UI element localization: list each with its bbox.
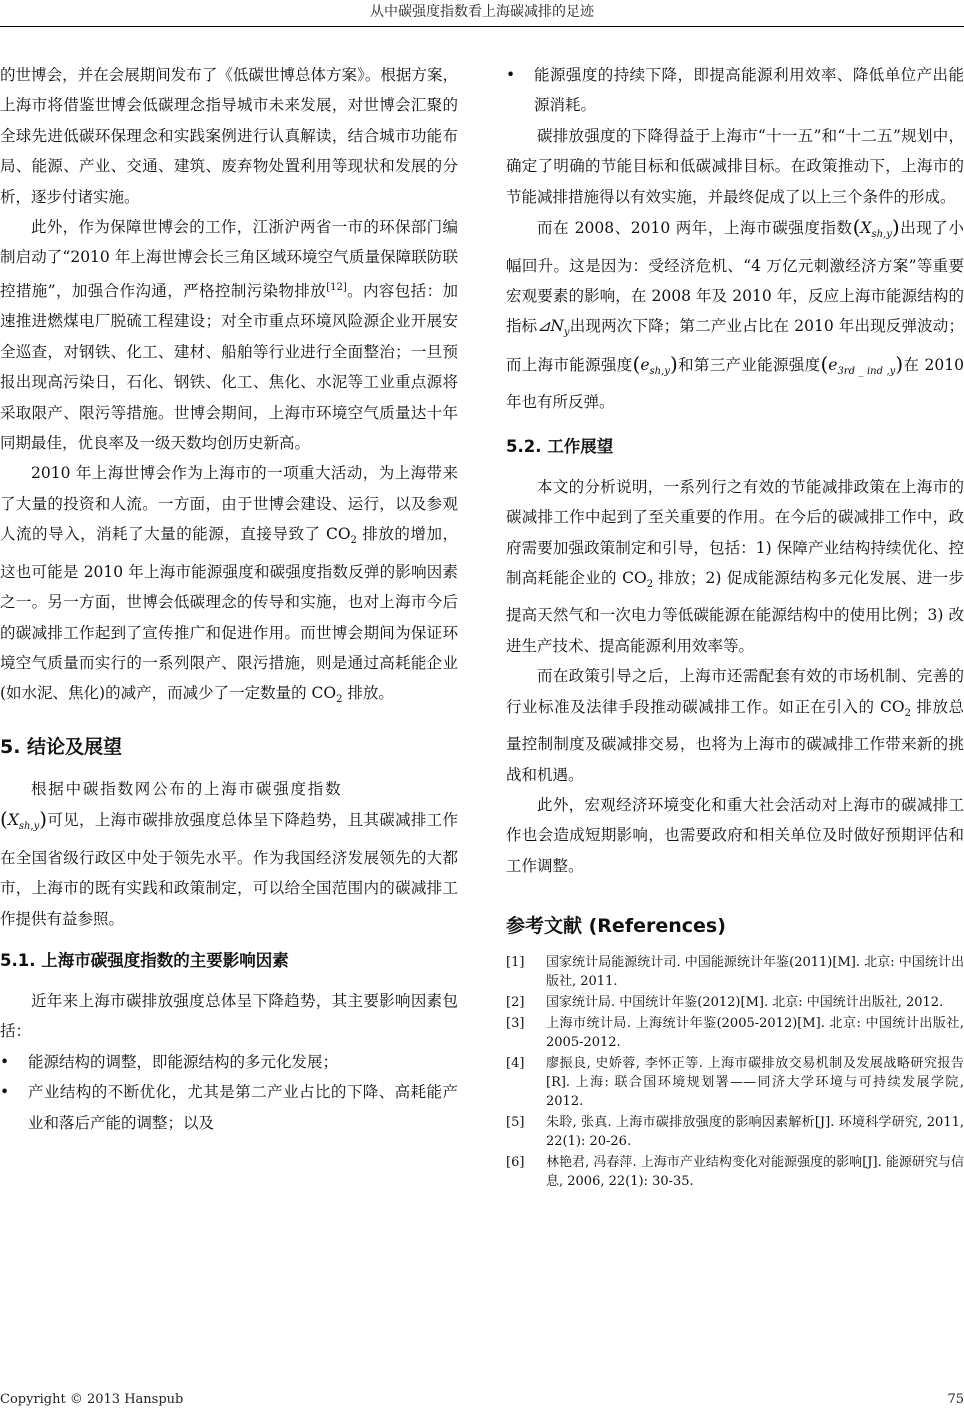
reference-item: [3] 上海市统计局. 上海统计年鉴(2005-2012)[M]. 北京: 中国统计出版社, 2005-2012. (506, 1016, 964, 1051)
factor-list-continued (506, 60, 964, 121)
paragraph: 的世博会，并在会展期间发布了《低碳世博总体方案》。根据方案，上海市将借鉴世博会低碳理念指导城市未来发展，对世博会汇聚的全球先进低碳环保理念和实践案例进行认真解读，结合城市功能布局、能源、产业、交通、建筑、废弃物处置利用等现状和发展的分析，逐步付诸实施。 (0, 66, 458, 206)
list-item: • 能源结构的调整，即能源结构的多元化发展； (0, 1052, 339, 1071)
reference-item: [6] 林艳君, 冯春萍. 上海市产业结构变化对能源强度的影响[J]. 能源研究与信息, 2006, 22(1): 30-35. (506, 1155, 964, 1190)
right-column (506, 60, 964, 1193)
math-x-sh-y: $(X_{sh,y})$ (0, 807, 48, 833)
paragraph: 近年来上海市碳排放强度总体呈下降趋势，其主要影响因素包括： (0, 992, 458, 1041)
paragraph: 碳排放强度的下降得益于上海市“十一五”和“十二五”规划中，确定了明确的节能目标和低碳减排目标。在政策推动下，上海市的节能减排措施得以有效实施，并最终促成了以上三个条件的形成。 (506, 126, 964, 206)
subsection-heading: 5.1. 上海市碳强度指数的主要影响因素 (0, 951, 289, 970)
reference-list (506, 953, 964, 1191)
paragraph: 2010 年上海世博会作为上海市的一项重大活动，为上海带来了大量的投资和人流。一方面，由于世博会建设、运行，以及参观人流的导入，消耗了大量的能源，直接导致了 $CO_2$ 排放的增加，这也可能是 2010 年上海市能源强度和碳强度指数反弹的影响因素之一。另一方面，世博会低碳理念的传导和实施，也对上海市今后的碳减排工作起到了宣传推广和促进作用。而世博会期间为保证环境空气质量而实行的一系列限产、限污措施，则是通过高耗能企业(如水泥、焦化)的减产，而减少了一定数量的 $CO_2$ 排放。 (0, 464, 458, 706)
reference-item: [2] 国家统计局. 中国统计年鉴(2012)[M]. 北京: 中国统计出版社, 2012. (506, 995, 944, 1011)
citation[interactable]: [12] (326, 281, 347, 293)
reference-item: [5] 朱聆, 张真. 上海市碳排放强度的影响因素解析[J]. 环境科学研究, 2011, 22(1): 20-26. (506, 1115, 964, 1150)
math-e-sh-y: $(e_{sh,y})$ (632, 351, 678, 377)
math-e-3rd-ind-y: $(e_{3rd \_ ind ,y})$ (820, 351, 904, 377)
list-item: • 产业结构的不断优化，尤其是第二产业占比的下降、高耗能产业和落后产能的调整；以及 (0, 1083, 458, 1132)
left-column (0, 60, 458, 1138)
running-header (0, 0, 964, 28)
header-rule (0, 26, 964, 27)
list-item: • 能源强度的持续下降，即提高能源利用效率、降低单位产出能源消耗。 (506, 66, 964, 115)
paragraph: 而在 2008、2010 两年，上海市碳强度指数$(X_{sh,y})$出现了小幅回升。这是因为：受经济危机、“4 万亿元刺激经济方案”等重要宏观要素的影响，在 2008 年及 2010 年，反应上海市能源结构的指标$⊿N_y$出现两次下降；第二产业占比在 2010 年出现反弹波动；而上海市能源强度$(e_{sh,y})$和第三产业能源强度$(e_{3rd \_ ind ,y})$在 2010 年也有所反弹。 (506, 215, 964, 412)
running-header-title: 从中碳强度指数看上海碳减排的足迹 (370, 4, 594, 20)
page-footer (0, 1390, 964, 1410)
paragraph: 本文的分析说明，一系列行之有效的节能减排政策在上海市的碳减排工作中起到了至关重要的作用。在今后的碳减排工作中，政府需要加强政策制定和引导，包括：1) 保障产业结构持续优化、控制高耗能企业的 $CO_2$ 排放；2) 促成能源结构多元化发展、进一步提高天然气和一次电力等低碳能源在能源结构中的使用比例；3) 改进生产技术、提高能源利用效率等。 (506, 477, 964, 655)
paragraph: $(X_{sh,y})$可见，上海市碳排放强度总体呈下降趋势，且其碳减排工作在全国省级行政区中处于领先水平。作为我国经济发展领先的大都市，上海市的既有实践和政策制定，可以给全国范围内的碳减排工作提供有益参照。 (0, 807, 458, 928)
paragraph: 根据中碳指数网公布的上海市碳强度指数 (31, 779, 343, 798)
paragraph: 此外，作为保障世博会的工作，江浙沪两省一市的环保部门编制启动了“2010 年上海世博会长三角区域环境空气质量保障联防联控措施”，加强合作沟通，严格控制污染物排放[12]。内容包括：加速推进燃煤电厂脱硫工程建设；对全市重点环境风险源企业开展安全巡查，对钢铁、化工、建材、船舶等行业进行全面整治；一旦预报出现高污染日，石化、钢铁、化工、焦化、水泥等工业重点源将采取限产、限污等措施。世博会期间，上海市环境空气质量达十年同期最佳，优良率及一级天数均创历史新高。 (0, 218, 458, 453)
math-x-sh-y: $(X_{sh,y})$ (852, 215, 900, 241)
math-delta-n-y: $⊿N_y$ (537, 317, 570, 339)
copyright-text: Copyright © 2013 Hanspub (0, 1392, 184, 1407)
paragraph: 而在政策引导之后，上海市还需配套有效的市场机制、完善的行业标准及法律手段推动碳减排工作。如正在引入的 $CO_2$ 排放总量控制制度及碳减排交易，也将为上海市的碳减排工作带来新的挑战和机遇。 (506, 667, 964, 784)
subsection-heading: 5.2. 工作展望 (506, 436, 614, 456)
factor-list (0, 1047, 458, 1138)
reference-item: [1] 国家统计局能源统计司. 中国能源统计年鉴(2011)[M]. 北京: 中国统计出版社, 2011. (506, 955, 964, 990)
references-heading: 参考文献 (References) (506, 915, 726, 938)
reference-item: [4] 廖振良, 史娇蓉, 李怀正等. 上海市碳排放交易机制及发展战略研究报告[R]. 上海: 联合国环境规划署——同济大学环境与可持续发展学院, 2012. (506, 1056, 964, 1110)
paragraph: 此外，宏观经济环境变化和重大社会活动对上海市的碳减排工作也会造成短期影响，也需要政府和相关单位及时做好预期评估和工作调整。 (506, 796, 964, 875)
page-number: 75 (947, 1392, 964, 1407)
section-heading: 5. 结论及展望 (0, 735, 123, 758)
